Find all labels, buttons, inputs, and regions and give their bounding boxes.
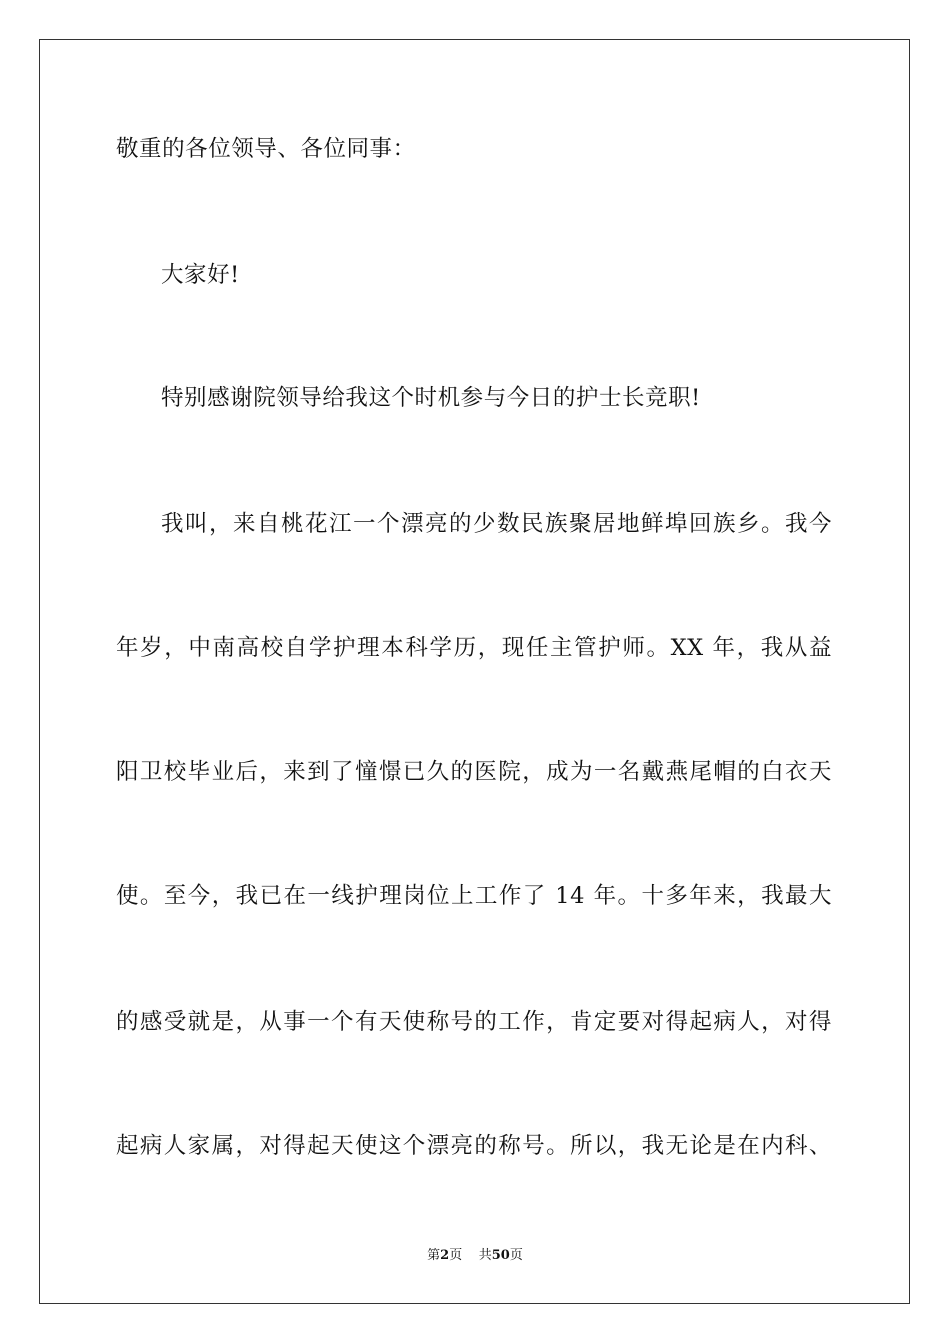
total-suffix: 页 [509, 1248, 523, 1263]
thanks-line: 特别感谢院领导给我这个时机参与今日的护士长竞职! [161, 385, 701, 411]
paragraph-line: 使。至今，我已在一线护理岗位上工作了 14 年。十多年来，我最大 [116, 883, 832, 909]
page-suffix: 页 [449, 1248, 463, 1263]
salutation-line: 敬重的各位领导、各位同事： [116, 136, 416, 162]
paragraph-line: 起病人家属，对得起天使这个漂亮的称号。所以，我无论是在内科、 [116, 1133, 832, 1159]
paragraph-line: 年岁，中南高校自学护理本科学历，现任主管护师。XX 年，我从益 [116, 635, 832, 661]
greeting-line: 大家好! [161, 262, 240, 288]
page-prefix: 第 [427, 1248, 441, 1263]
page-footer [0, 1247, 950, 1265]
paragraph-line: 的感受就是，从事一个有天使称号的工作，肯定要对得起病人，对得 [116, 1009, 832, 1035]
page-border [39, 39, 910, 1304]
total-prefix: 共 [478, 1248, 492, 1263]
paragraph-line: 我叫，来自桃花江一个漂亮的少数民族聚居地鲜埠回族乡。我今 [161, 511, 832, 537]
page-total: 50 [491, 1248, 510, 1263]
paragraph-line: 阳卫校毕业后，来到了憧憬已久的医院，成为一名戴燕尾帽的白衣天 [116, 759, 832, 785]
page-current: 2 [440, 1248, 450, 1263]
